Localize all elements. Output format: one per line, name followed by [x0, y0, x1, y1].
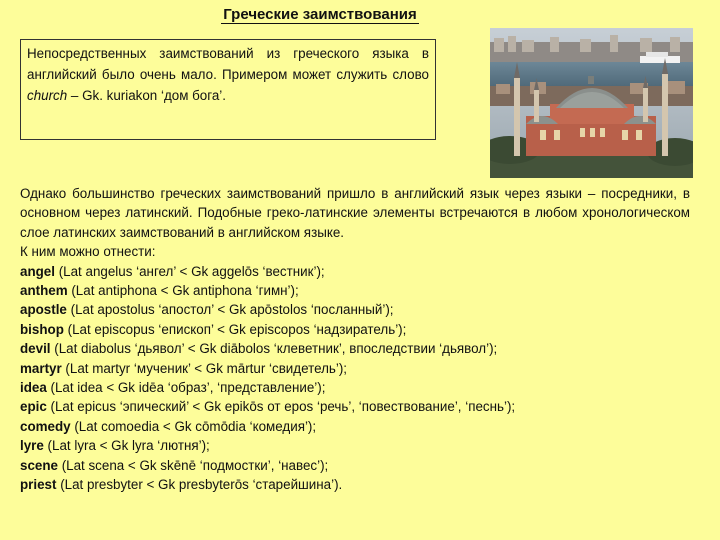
list-item-gloss: (Lat martyr ‘мученик’ < Gk mārtur ‘свидетель’);: [61, 360, 348, 376]
list-item-gloss: (Lat episcopus ‘епископ’ < Gk episcopos ‘надзиратель’);: [63, 321, 407, 337]
list-item-gloss: (Lat angelus ‘ангел’ < Gk aggelōs ‘вестник’);: [54, 263, 325, 279]
list-item: [20, 262, 690, 281]
list-item: [20, 300, 690, 319]
list-item-word: devil: [20, 341, 51, 357]
list-intro: К ним можно отнести:: [20, 244, 156, 260]
list-item-gloss: (Lat presbyter < Gk presbyterōs ‘старейшина’).: [56, 477, 343, 493]
main-content: [20, 184, 690, 495]
list-item-word: scene: [20, 457, 58, 473]
photo-illustration: [490, 28, 693, 178]
list-item: [20, 475, 690, 494]
list-item: [20, 339, 690, 358]
list-item-word: idea: [20, 380, 47, 396]
list-item-gloss: (Lat apostolus ‘апостол’ < Gk apōstolos ‘посланный’);: [66, 302, 394, 318]
list-item-word: lyre: [20, 438, 44, 454]
list-item: [20, 417, 690, 436]
list-item: [20, 359, 690, 378]
list-item: [20, 320, 690, 339]
list-item: [20, 436, 690, 455]
list-item-word: anthem: [20, 283, 68, 299]
list-item-gloss: (Lat scena < Gk skēnē ‘подмостки’, ‘навес’);: [57, 457, 329, 473]
main-paragraph: Однако большинство греческих заимствований пришло в английский язык через языки – посредники, в основном через латинский. Подобные греко-латинские элементы встречаются в любом хронологическом слое латинских заимствований в английском языке.: [20, 186, 690, 240]
list-item-word: angel: [20, 263, 55, 279]
page-title: Греческие заимствования: [223, 6, 417, 23]
list-item-gloss: (Lat diabolus ‘дьявол’ < Gk diābolos ‘клеветник’, впоследствии ‘дьявол’);: [50, 341, 498, 357]
list-item-word: bishop: [20, 321, 64, 337]
list-item-word: apostle: [20, 302, 67, 318]
list-item: [20, 378, 690, 397]
list-item-gloss: (Lat idea < Gk idēa ‘образ’, ‘представление’);: [46, 380, 326, 396]
list-item-word: epic: [20, 399, 47, 415]
list-item: [20, 397, 690, 416]
list-item-gloss: (Lat epicus ‘эпический’ < Gk epikōs от epos ‘речь’, ‘повествование’, ‘песнь’);: [46, 399, 516, 415]
intro-text-end: – Gk. kuriakon ‘дом бога’.: [67, 88, 226, 103]
list-item: [20, 281, 690, 300]
list-item-word: martyr: [20, 360, 62, 376]
list-item-word: comedy: [20, 418, 71, 434]
intro-italic-word: church: [27, 88, 68, 103]
list-item-word: priest: [20, 477, 57, 493]
list-item-gloss: (Lat antiphona < Gk antiphona ‘гимн’);: [67, 283, 299, 299]
list-item-gloss: (Lat lyra < Gk lyra ‘лютня’);: [43, 438, 210, 454]
list-item: [20, 456, 690, 475]
intro-box: [20, 39, 436, 140]
list-item-gloss: (Lat comoedia < Gk cōmōdia ‘комедия’);: [70, 418, 317, 434]
intro-text: Непосредственных заимствований из греческого языка в английский было очень мало. Примером может служить слово: [27, 46, 429, 82]
hagia-sophia-photo-icon: [490, 28, 693, 178]
